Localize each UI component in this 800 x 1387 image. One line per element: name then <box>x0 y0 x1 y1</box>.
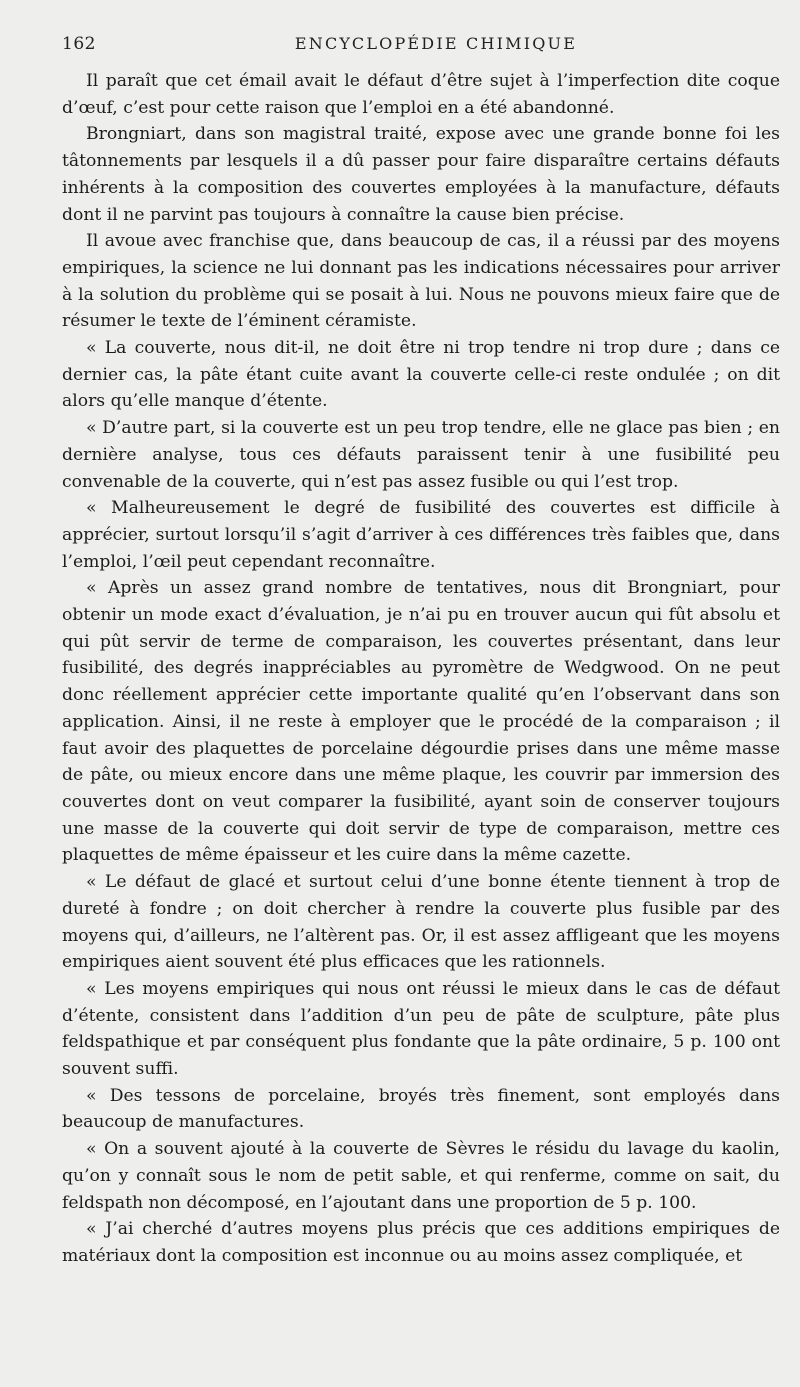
paragraph: « Le défaut de glacé et surtout celui d’une bonne étente tiennent à trop de dureté à fondre ; on doit chercher à rendre la couverte plus fusible par des moyens qui, d’ailleurs, ne l’altèrent pas. Or, il est assez affligeant que les moyens empiriques aient souvent été plus efficaces que les rationnels. <box>62 872 780 973</box>
paragraph: « J’ai cherché d’autres moyens plus précis que ces additions empiriques de matériaux dont la composition est inconnue ou au moins assez compliquée, et <box>62 1219 780 1266</box>
body-text <box>62 68 780 1270</box>
paragraph: « La couverte, nous dit-il, ne doit être ni trop tendre ni trop dure ; dans ce dernier cas, la pâte étant cuite avant la couverte celle-ci reste ondulée ; on dit alors qu’elle manque d’étente. <box>62 338 780 412</box>
paragraph: « Malheureusement le degré de fusibilité des couvertes est difficile à apprécier, surtout lorsqu’il s’agit d’arriver à ces différences très faibles que, dans l’emploi, l’œil peut cependant reconnaître. <box>62 498 780 572</box>
paragraph: Il avoue avec franchise que, dans beaucoup de cas, il a réussi par des moyens empiriques, la science ne lui donnant pas les indications nécessaires pour arriver à la solution du problème qui se posait à lui. Nous ne pouvons mieux faire que de résumer le texte de l’éminent céramiste. <box>62 231 780 332</box>
paragraph: « On a souvent ajouté à la couverte de Sèvres le résidu du lavage du kaolin, qu’on y connaît sous le nom de petit sable, et qui renferme, comme on sait, du feldspath non décomposé, en l’ajoutant dans une proportion de 5 p. 100. <box>62 1139 780 1213</box>
page-number: 162 <box>62 34 96 54</box>
paragraph: « Des tessons de porcelaine, broyés très finement, sont employés dans beaucoup de manufactures. <box>62 1085 780 1133</box>
paragraph: « D’autre part, si la couverte est un peu trop tendre, elle ne glace pas bien ; en dernière analyse, tous ces défauts paraissent tenir à une fusibilité peu convenable de la couverte, qui n’est pas assez fusible ou qui l’est trop. <box>62 418 780 492</box>
running-title: ENCYCLOPÉDIE CHIMIQUE <box>294 34 578 53</box>
paragraph: « Après un assez grand nombre de tentatives, nous dit Brongniart, pour obtenir un mode exact d’évaluation, je n’ai pu en trouver aucun qui fût absolu et qui pût servir de terme de comparaison, les couvertes présentant, dans leur fusibilité, des degrés inappréciables au pyromètre de Wedgwood. On ne peut donc réellement apprécier cette importante qualité qu’en l’observant dans son application. Ainsi, il ne reste à employer que le procédé de la comparaison ; il faut avoir des plaquettes de porcelaine dégourdie prises dans une même masse de pâte, ou mieux encore dans une même plaque, les couvrir par immersion des couvertes dont on veut comparer la fusibilité, ayant soin de conserver toujours une masse de la couverte qui doit servir de type de comparaison, mettre ces plaquettes de même épaisseur et les cuire dans la même cazette. <box>62 578 780 866</box>
paragraph: Brongniart, dans son magistral traité, expose avec une grande bonne foi les tâtonnements par lesquels il a dû passer pour faire disparaître certains défauts inhérents à la composition des couvertes employées à la manufacture, défauts dont il ne parvint pas toujours à connaître la cause bien précise. <box>62 124 780 225</box>
paragraph: Il paraît que cet émail avait le défaut d’être sujet à l’imperfection dite coque d’œuf, c’est pour cette raison que l’emploi en a été abandonné. <box>62 71 780 118</box>
paragraph: « Les moyens empiriques qui nous ont réussi le mieux dans le cas de défaut d’étente, consistent dans l’addition d’un peu de pâte de sculpture, pâte plus feldspathique et par conséquent plus fondante que la pâte ordinaire, 5 p. 100 ont souvent suffi. <box>62 978 780 1080</box>
page-header <box>62 34 780 58</box>
